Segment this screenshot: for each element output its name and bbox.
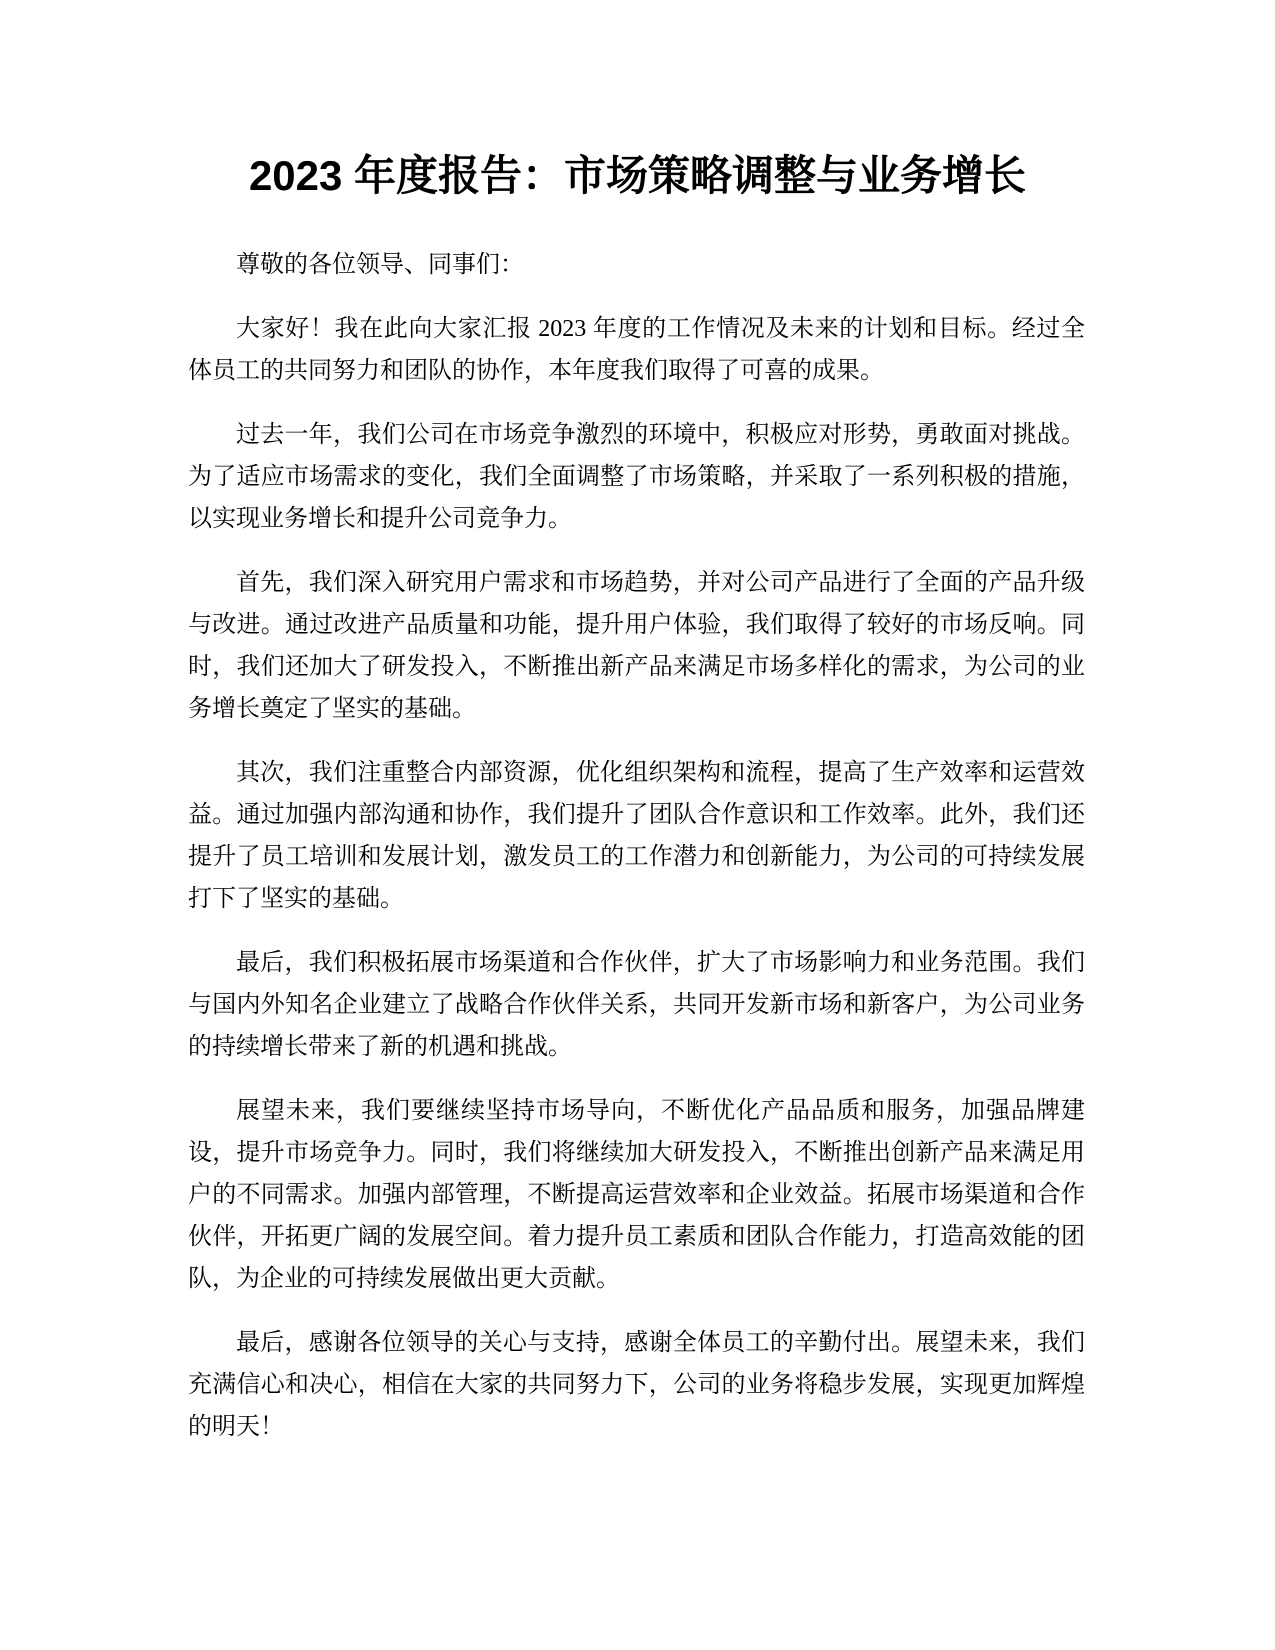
paragraph-outlook: 展望未来，我们要继续坚持市场导向，不断优化产品品质和服务，加强品牌建设，提升市场竞争力。同时，我们将继续加大研发投入，不断推出创新产品来满足用户的不同需求。加强内部管理，不断提高运营效率和企业效益。拓展市场渠道和合作伙伴，开拓更广阔的发展空间。着力提升员工素质和团队合作能力，打造高效能的团队，为企业的可持续发展做出更大贡献。 xyxy=(188,1098,1085,1292)
document-title: 2023 年度报告：市场策略调整与业务增长 xyxy=(248,152,1027,199)
paragraph-third: 最后，我们积极拓展市场渠道和合作伙伴，扩大了市场影响力和业务范围。我们与国内外知名企业建立了战略合作伙伴关系，共同开发新市场和新客户，为公司业务的持续增长带来了新的机遇和挑战。 xyxy=(188,950,1085,1060)
document-body xyxy=(188,244,1085,1470)
paragraph-first: 首先，我们深入研究用户需求和市场趋势，并对公司产品进行了全面的产品升级与改进。通过改进产品质量和功能，提升用户体验，我们取得了较好的市场反响。同时，我们还加大了研发投入，不断推出新产品来满足市场多样化的需求，为公司的业务增长奠定了坚实的基础。 xyxy=(188,570,1085,722)
paragraph-intro: 大家好！我在此向大家汇报 2023 年度的工作情况及未来的计划和目标。经过全体员工的共同努力和团队的协作，本年度我们取得了可喜的成果。 xyxy=(188,316,1085,384)
paragraph-closing: 最后，感谢各位领导的关心与支持，感谢全体员工的辛勤付出。展望未来，我们充满信心和决心，相信在大家的共同努力下，公司的业务将稳步发展，实现更加辉煌的明天！ xyxy=(188,1330,1085,1440)
paragraph-past-year: 过去一年，我们公司在市场竞争激烈的环境中，积极应对形势，勇敢面对挑战。为了适应市场需求的变化，我们全面调整了市场策略，并采取了一系列积极的措施，以实现业务增长和提升公司竞争力。 xyxy=(188,422,1085,532)
greeting-paragraph: 尊敬的各位领导、同事们： xyxy=(236,252,524,278)
paragraph-second: 其次，我们注重整合内部资源，优化组织架构和流程，提高了生产效率和运营效益。通过加强内部沟通和协作，我们提升了团队合作意识和工作效率。此外，我们还提升了员工培训和发展计划，激发员工的工作潜力和创新能力，为公司的可持续发展打下了坚实的基础。 xyxy=(188,760,1085,912)
